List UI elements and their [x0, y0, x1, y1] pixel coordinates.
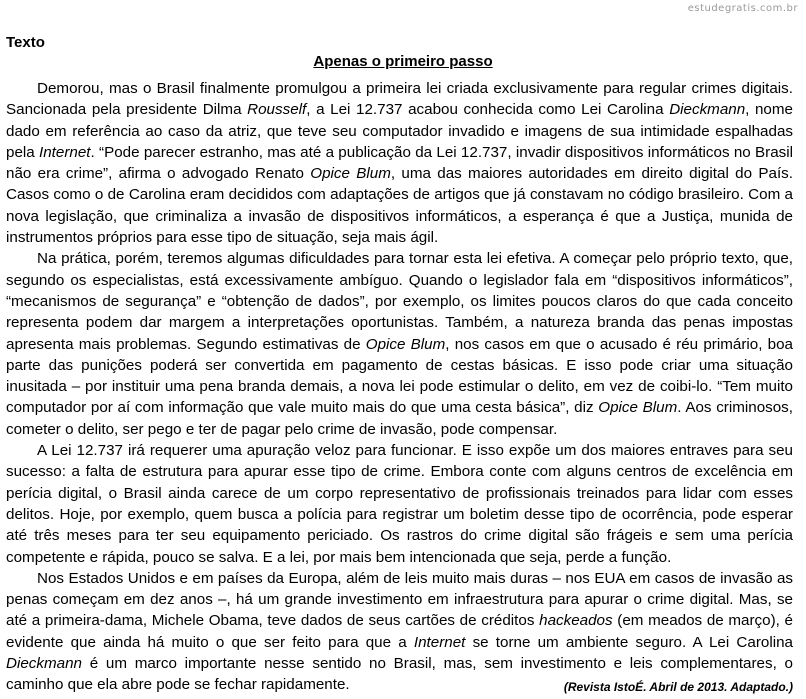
paragraph-1: Demorou, mas o Brasil finalmente promulgou a primeira lei criada exclusivamente para regular crimes digitais. Sancionada pela presidente Dilma Rousself, a Lei 12.737 acabou conhecida como Lei Carolina Dieckmann, nome dado em referência ao caso da atriz, que teve seu computador invadido e imagens de sua intimidade espalhadas pela Internet. “Pode parecer estranho, mas até a publicação da Lei 12.737, invadir dispositivos informáticos no Brasil não era crime”, afirma o advogado Renato Opice Blum, uma das maiores autoridades em direito digital do País. Casos como o de Carolina eram decididos com adaptações de artigos que já constavam no código brasileiro. Com a nova legislação, que criminaliza a invasão de dispositivos informáticos, a esperança é que a Justiça, munida de instrumentos próprios para esse tipo de situação, seja mais ágil. [6, 80, 793, 247]
article-title: Apenas o primeiro passo [313, 53, 493, 70]
paragraph-2: Na prática, porém, teremos algumas dificuldades para tornar esta lei efetiva. A começar pelo próprio texto, que, segundo os especialistas, está excessivamente ambíguo. Quando o legislador fala em “dispositivos informáticos”, “mecanismos de segurança” e “obtenção de dados”, por exemplo, os limites poucos claros do que cada conceito representa podem dar margem a interpretações oportunistas. Também, a natureza branda das penas impostas apresenta mais problemas. Segundo estimativas de Opice Blum, nos casos em que o acusado é réu primário, boa parte das punições poderá ser convertida em pagamento de cestas básicas. E isso pode criar uma situação inusitada – por instituir uma pena branda demais, a nova lei pode estimular o delito, em vez de coibi-lo. “Tem muito computador por aí com informação que vale muito mais do que uma cesta básica”, diz Opice Blum. Aos criminosos, cometer o delito, ser pego e ter de pagar pelo crime de invasão, pode compensar. [6, 250, 793, 438]
paragraph-4: Nos Estados Unidos e em países da Europa, além de leis muito mais duras – nos EUA em casos de invasão as penas começam em dez anos –, há um grande investimento em infraestrutura para apurar o crime digital. Mas, se até a primeira-dama, Michele Obama, teve dados de seus cartões de créditos hackeados (em meados de março), é evidente que ainda há muito o que ser feito para que a Internet se torne um ambiente seguro. A Lei Carolina Dieckmann é um marco importante nesse sentido no Brasil, mas, sem investimento e leis complementares, o caminho que ela abre pode se fechar rapidamente. (Revista IstoÉ. Abril de 2013. Adaptado.) [6, 568, 793, 696]
source-citation: (Revista IstoÉ. Abril de 2013. Adaptado.) [563, 680, 793, 695]
section-label: Texto [6, 34, 45, 51]
paragraph-3: A Lei 12.737 irá requerer uma apuração veloz para funcionar. E isso expõe um dos maiores entraves para seu sucesso: a falta de estrutura para apurar esse tipo de crime. Embora conte com alguns centros de excelência em perícia digital, o Brasil ainda carece de um corpo representativo de profissionais treinados para lidar com esses delitos. Hoje, por exemplo, quem busca a polícia para registrar um boletim desse tipo de ocorrência, pode esperar até três meses para ter seu equipamento periciado. Os rastros do crime digital são frágeis e sem uma perícia competente e rápida, pouco se salva. E a lei, por mais bem intencionada que seja, perde a função. [6, 442, 793, 566]
site-watermark: estudegratis.com.br [687, 3, 798, 14]
article-body [6, 78, 793, 696]
